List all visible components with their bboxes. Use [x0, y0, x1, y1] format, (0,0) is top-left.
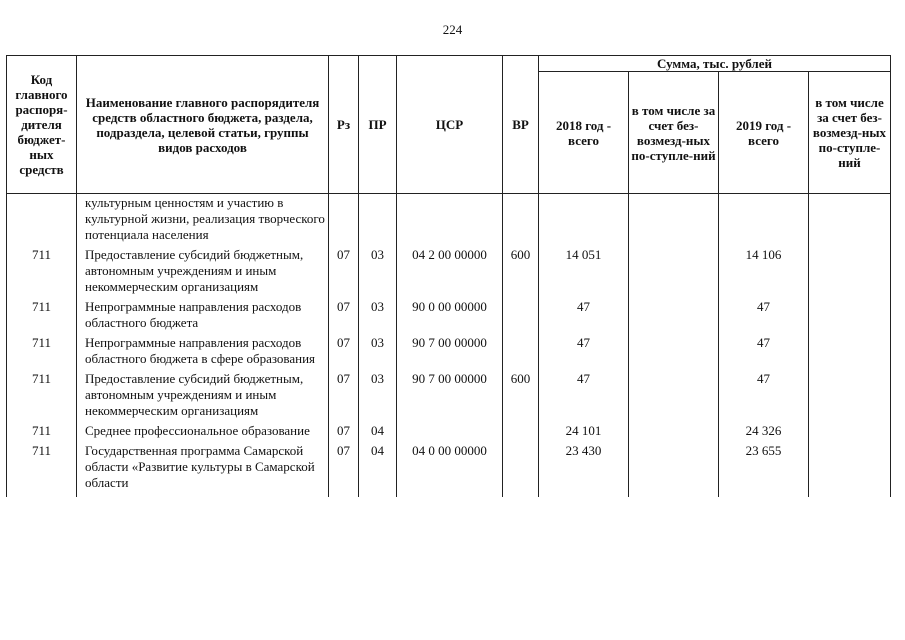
- cell-name: Предоставление субсидий бюджетным, автономным учреждениям и иным некоммерческим организациям: [77, 367, 329, 419]
- cell-2018-free: [629, 331, 719, 367]
- cell-name: Государственная программа Самарской области «Развитие культуры в Самарской области: [77, 439, 329, 497]
- cell-code: 711: [7, 243, 77, 295]
- cell-2019-total: 14 106: [719, 243, 809, 295]
- cell-code: 711: [7, 295, 77, 331]
- table-row: [7, 439, 891, 497]
- header-2018-free: в том числе за счет без-возмезд-ных по-ступле-ний: [629, 72, 719, 194]
- cell-code: 711: [7, 419, 77, 439]
- cell-csr: 04 2 00 00000: [397, 243, 503, 295]
- cell-name: культурным ценностям и участию в культурной жизни, реализация творческого потенциала населения: [77, 194, 329, 244]
- cell-2018-total: 14 051: [539, 243, 629, 295]
- cell-code: 711: [7, 367, 77, 419]
- cell-csr: [397, 419, 503, 439]
- header-2018-total: 2018 год - всего: [539, 72, 629, 194]
- cell-vr: [503, 194, 539, 244]
- header-rz: Рз: [329, 56, 359, 194]
- cell-2019-free: [809, 194, 891, 244]
- cell-2018-total: 23 430: [539, 439, 629, 497]
- cell-vr: 600: [503, 367, 539, 419]
- cell-vr: 600: [503, 243, 539, 295]
- cell-2018-total: [539, 194, 629, 244]
- cell-code: 711: [7, 439, 77, 497]
- cell-pr: [359, 194, 397, 244]
- cell-2018-free: [629, 194, 719, 244]
- cell-2019-free: [809, 419, 891, 439]
- cell-2019-free: [809, 439, 891, 497]
- cell-rz: 07: [329, 243, 359, 295]
- cell-rz: 07: [329, 419, 359, 439]
- cell-2019-free: [809, 367, 891, 419]
- cell-vr: [503, 439, 539, 497]
- cell-vr: [503, 331, 539, 367]
- cell-2018-free: [629, 439, 719, 497]
- cell-name: Среднее профессиональное образование: [77, 419, 329, 439]
- cell-2018-free: [629, 419, 719, 439]
- cell-2018-total: 47: [539, 331, 629, 367]
- header-name: Наименование главного распорядителя средств областного бюджета, раздела, подраздела, целевой статьи, группы видов расходов: [77, 56, 329, 194]
- cell-2019-free: [809, 243, 891, 295]
- cell-pr: 03: [359, 367, 397, 419]
- cell-2019-total: 23 655: [719, 439, 809, 497]
- cell-vr: [503, 419, 539, 439]
- header-code: Код главного распоря-дителя бюджет-ных средств: [7, 56, 77, 194]
- table-row: [7, 367, 891, 419]
- cell-csr: 04 0 00 00000: [397, 439, 503, 497]
- cell-name: Предоставление субсидий бюджетным, автономным учреждениям и иным некоммерческим организациям: [77, 243, 329, 295]
- header-csr: ЦСР: [397, 56, 503, 194]
- header-vr: ВР: [503, 56, 539, 194]
- cell-pr: 04: [359, 439, 397, 497]
- cell-rz: 07: [329, 331, 359, 367]
- cell-2019-free: [809, 295, 891, 331]
- cell-2018-free: [629, 367, 719, 419]
- cell-csr: 90 7 00 00000: [397, 367, 503, 419]
- cell-2018-total: 24 101: [539, 419, 629, 439]
- cell-2018-free: [629, 243, 719, 295]
- cell-csr: 90 0 00 00000: [397, 295, 503, 331]
- cell-2019-total: 47: [719, 331, 809, 367]
- header-2019-free: в том числе за счет без-возмезд-ных по-ступле-ний: [809, 72, 891, 194]
- table-row: [7, 194, 891, 244]
- header-2019-total: 2019 год - всего: [719, 72, 809, 194]
- cell-2019-total: 47: [719, 295, 809, 331]
- cell-2019-total: 24 326: [719, 419, 809, 439]
- cell-rz: 07: [329, 367, 359, 419]
- cell-csr: [397, 194, 503, 244]
- cell-code: [7, 194, 77, 244]
- cell-pr: 03: [359, 243, 397, 295]
- cell-2019-total: [719, 194, 809, 244]
- cell-pr: 04: [359, 419, 397, 439]
- cell-rz: 07: [329, 295, 359, 331]
- cell-2018-total: 47: [539, 367, 629, 419]
- cell-2018-free: [629, 295, 719, 331]
- cell-rz: [329, 194, 359, 244]
- budget-table: [6, 55, 891, 497]
- cell-csr: 90 7 00 00000: [397, 331, 503, 367]
- cell-name: Непрограммные направления расходов областного бюджета: [77, 295, 329, 331]
- page-number: 224: [442, 22, 463, 37]
- header-sum: Сумма, тыс. рублей: [539, 56, 891, 72]
- header-pr: ПР: [359, 56, 397, 194]
- cell-code: 711: [7, 331, 77, 367]
- cell-vr: [503, 295, 539, 331]
- table-row: [7, 419, 891, 439]
- cell-2019-total: 47: [719, 367, 809, 419]
- cell-pr: 03: [359, 331, 397, 367]
- cell-name: Непрограммные направления расходов областного бюджета в сфере образования: [77, 331, 329, 367]
- table-row: [7, 331, 891, 367]
- cell-2019-free: [809, 331, 891, 367]
- cell-rz: 07: [329, 439, 359, 497]
- table-row: [7, 243, 891, 295]
- cell-pr: 03: [359, 295, 397, 331]
- cell-2018-total: 47: [539, 295, 629, 331]
- table-row: [7, 295, 891, 331]
